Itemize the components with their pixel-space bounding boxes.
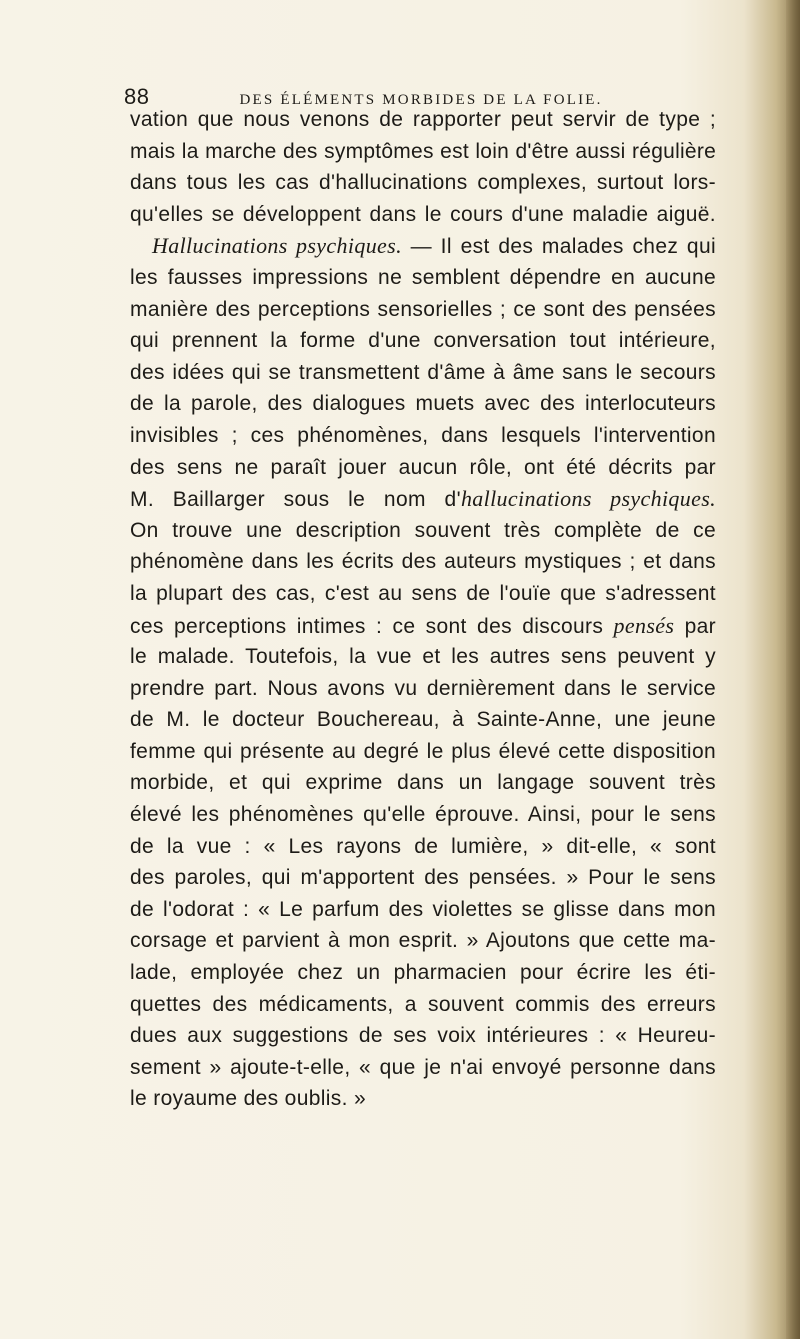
text-line [130, 610, 716, 642]
text-line: vation que nous venons de rapporter peut servir de type ; [130, 108, 716, 131]
text-line: le malade. Toutefois, la vue et les autres sens peuvent y [130, 645, 716, 669]
text-line: lade, employée chez un pharmacien pour écrire les éti- [130, 961, 716, 985]
text-line: les fausses impressions ne semblent dépendre en aucune [130, 265, 716, 289]
text-line: de la parole, des dialogues muets avec des interlocuteurs [130, 392, 716, 416]
text-line: de l'odorat : « Le parfum des violettes se glisse dans mon [130, 897, 716, 921]
text-fragment: par [674, 614, 716, 638]
running-title: DES ÉLÉMENTS MORBIDES DE LA FOLIE. [239, 92, 603, 108]
text-line: qu'elles se développent dans le cours d'une maladie aiguë. [130, 202, 716, 226]
text-line: quettes des médicaments, a souvent commis des erreurs [130, 992, 716, 1016]
text-line: des idées qui se transmettent d'âme à âme sans le secours [130, 360, 716, 384]
text-line: On trouve une description souvent très complète de ce [130, 518, 716, 542]
text-line: élevé les phénomènes qu'elle éprouve. Ainsi, pour le sens [130, 803, 716, 827]
italic-term: pensés [613, 612, 675, 638]
text-fragment: M. Baillarger sous le nom d' [130, 488, 461, 512]
text-line: invisibles ; ces phénomènes, dans lesquels l'intervention [130, 423, 716, 447]
text-line: manière des perceptions sensorielles ; ce sont des pensées [130, 297, 716, 321]
text-fragment: — Il est des malades chez qui [401, 235, 716, 259]
section-heading-italic: Hallucinations psychiques. [152, 233, 402, 259]
text-line [130, 230, 716, 262]
text-line: morbide, et qui exprime dans un langage souvent très [130, 771, 716, 795]
page-number: 88 [124, 84, 150, 109]
text-line: prendre part. Nous avons vu dernièrement dans le service [130, 676, 716, 700]
text-line: de M. le docteur Bouchereau, à Sainte-Anne, une jeune [130, 708, 716, 732]
text-line: des sens ne paraît jouer aucun rôle, ont été décrits par [130, 455, 716, 479]
text-line [130, 483, 716, 515]
page-edge-shadow [786, 0, 800, 1339]
text-line: femme qui présente au degré le plus élevé cette disposition [130, 739, 716, 763]
text-line: corsage et parvient à mon esprit. » Ajoutons que cette ma- [130, 929, 716, 953]
text-line: le royaume des oublis. » [130, 1087, 367, 1111]
text-fragment: ces perceptions intimes : ce sont des discours [130, 614, 614, 638]
text-line: sement » ajoute-t-elle, « que je n'ai envoyé personne dans [130, 1055, 716, 1079]
text-line: la plupart des cas, c'est au sens de l'ouïe que s'adressent [130, 581, 716, 605]
text-line: des paroles, qui m'apportent des pensées. » Pour le sens [130, 866, 716, 890]
italic-term: hallucinations psychiques. [460, 486, 716, 512]
text-line: dues aux suggestions de ses voix intérieures : « Heureu- [130, 1024, 716, 1048]
body-text [130, 104, 716, 1115]
text-line: de la vue : « Les rayons de lumière, » dit-elle, « sont [130, 834, 716, 858]
text-line: dans tous les cas d'hallucinations complexes, surtout lors- [130, 171, 716, 195]
text-line: phénomène dans les écrits des auteurs mystiques ; et dans [130, 550, 716, 574]
text-line: qui prennent la forme d'une conversation tout intérieure, [130, 329, 716, 353]
text-line: mais la marche des symptômes est loin d'être aussi régulière [130, 139, 716, 163]
